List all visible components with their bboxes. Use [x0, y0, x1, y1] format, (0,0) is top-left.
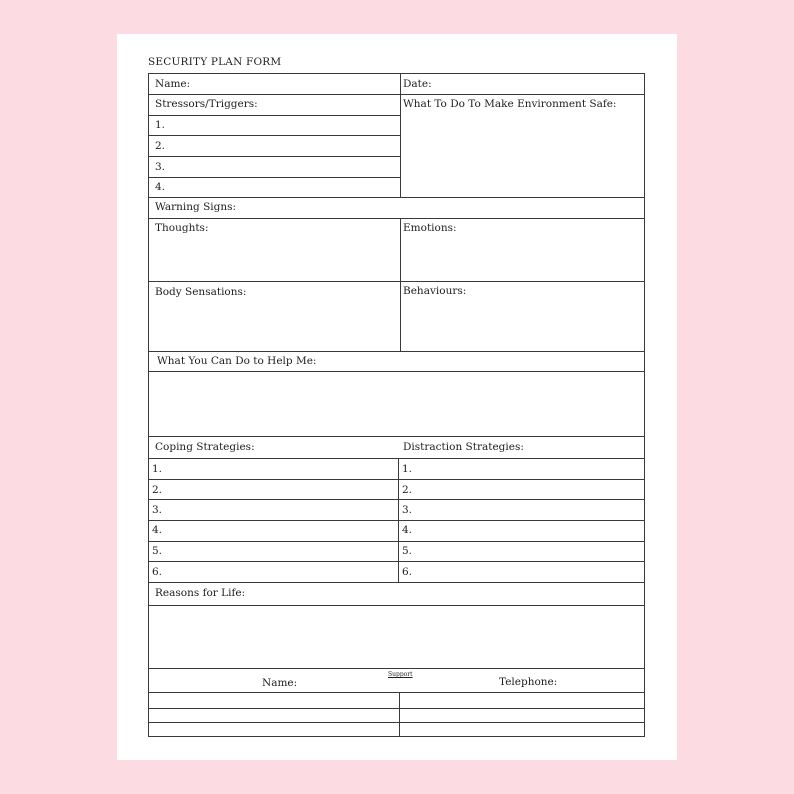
warning-signs-label: Warning Signs:: [155, 201, 237, 213]
support-name-header: Name:: [262, 677, 298, 689]
distraction-field[interactable]: [416, 562, 644, 582]
support-name-field[interactable]: [149, 723, 398, 736]
support-telephone-field[interactable]: [400, 723, 644, 736]
divider: [148, 281, 645, 282]
behaviours-label: Behaviours:: [403, 285, 467, 297]
stressor-number: 2.: [155, 140, 166, 152]
stressor-number: 4.: [155, 181, 166, 193]
divider: [148, 197, 645, 198]
distraction-number: 1.: [402, 463, 413, 475]
table-border-right: [644, 73, 645, 736]
support-telephone-field[interactable]: [400, 709, 644, 722]
divider: [148, 436, 645, 437]
distraction-strategies-label: Distraction Strategies:: [403, 441, 524, 453]
coping-number: 1.: [152, 463, 163, 475]
coping-number: 6.: [152, 566, 163, 578]
coping-number: 2.: [152, 484, 163, 496]
stressor-field[interactable]: [170, 136, 399, 156]
environment-safe-label: What To Do To Make Environment Safe:: [403, 98, 617, 110]
body-sensations-label: Body Sensations:: [155, 286, 247, 298]
coping-field[interactable]: [166, 562, 397, 582]
reasons-for-life-label: Reasons for Life:: [155, 587, 246, 599]
divider: [148, 94, 645, 95]
coping-field[interactable]: [166, 480, 397, 499]
name-label: Name:: [155, 78, 191, 90]
distraction-number: 3.: [402, 504, 413, 516]
emotions-label: Emotions:: [403, 222, 457, 234]
support-name-field[interactable]: [149, 693, 398, 708]
help-me-label: What You Can Do to Help Me:: [157, 355, 317, 367]
stressors-label: Stressors/Triggers:: [155, 98, 258, 110]
behaviours-field[interactable]: [401, 300, 644, 350]
divider: [148, 351, 645, 352]
distraction-field[interactable]: [416, 542, 644, 561]
distraction-number: 6.: [402, 566, 413, 578]
distraction-field[interactable]: [416, 459, 644, 479]
divider: [148, 582, 645, 583]
coping-field[interactable]: [166, 542, 397, 561]
support-telephone-header: Telephone:: [499, 676, 558, 688]
help-me-field[interactable]: [149, 372, 644, 435]
distraction-number: 2.: [402, 484, 413, 496]
emotions-field[interactable]: [401, 236, 644, 280]
distraction-number: 4.: [402, 524, 413, 536]
divider: [148, 668, 645, 669]
table-border-bottom: [148, 736, 645, 737]
stressor-field[interactable]: [170, 157, 399, 177]
distraction-field[interactable]: [416, 521, 644, 541]
distraction-field[interactable]: [416, 480, 644, 499]
environment-safe-field[interactable]: [401, 112, 644, 196]
coping-field[interactable]: [166, 459, 397, 479]
thoughts-field[interactable]: [149, 236, 399, 280]
stressor-field[interactable]: [170, 178, 399, 197]
divider: [148, 218, 645, 219]
body-sensations-field[interactable]: [149, 300, 399, 350]
stressor-number: 1.: [155, 119, 166, 131]
distraction-number: 5.: [402, 545, 413, 557]
form-title: SECURITY PLAN FORM: [148, 56, 282, 68]
distraction-field[interactable]: [416, 500, 644, 520]
date-field[interactable]: [401, 74, 644, 94]
support-heading: Support: [388, 671, 413, 678]
coping-number: 3.: [152, 504, 163, 516]
support-name-field[interactable]: [149, 709, 398, 722]
stressor-field[interactable]: [170, 116, 399, 135]
stressor-number: 3.: [155, 161, 166, 173]
date-label: Date:: [403, 78, 432, 90]
coping-strategies-label: Coping Strategies:: [155, 441, 255, 453]
reasons-for-life-field[interactable]: [149, 606, 644, 667]
coping-number: 5.: [152, 545, 163, 557]
coping-field[interactable]: [166, 500, 397, 520]
coping-number: 4.: [152, 524, 163, 536]
coping-field[interactable]: [166, 521, 397, 541]
support-telephone-field[interactable]: [400, 693, 644, 708]
thoughts-label: Thoughts:: [155, 222, 209, 234]
